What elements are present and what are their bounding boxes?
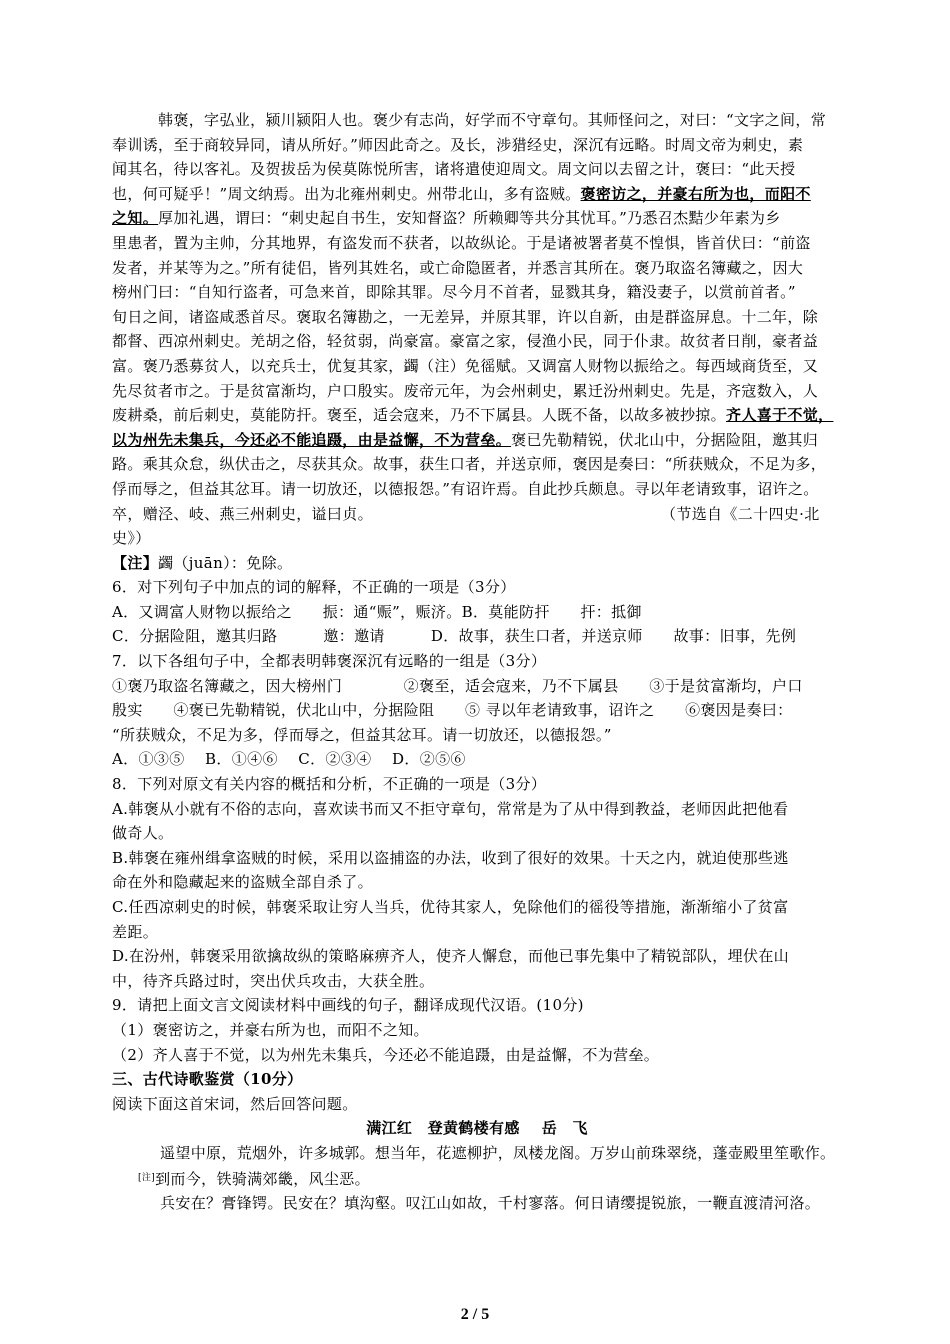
question-7-options: A．①③⑤ B．①④⑥ C．②③④ D．②⑤⑥ (112, 750, 466, 769)
current-page: 2 (460, 1306, 469, 1323)
poem-note-marker: [注] (138, 1172, 156, 1183)
poem-author: 岳 飞 (541, 1119, 588, 1138)
underlined-sentence-2-end: 以为州先未集兵，今还必不能追蹑，由是益懈，不为营垒。 (112, 430, 512, 449)
question-6: 6．对下列句子中加点的词的解释，不正确的一项是（3分） (112, 578, 516, 597)
question-7-items: “所获贼众，不足为多，俘而辱之，但益其忿耳。请一切放还，以德报怨。” (112, 725, 612, 744)
question-9-item-2: （2）齐人喜于不觉，以为州先未集兵，今还必不能追蹑，由是益懈，不为营垒。 (112, 1045, 660, 1064)
question-7-items: ①褒乃取盗名簿藏之，因大榜州门 ②褒至，适会寇来，乃不下属县 ③于是贫富渐均，户口 (112, 676, 803, 695)
total-pages: 5 (481, 1306, 490, 1323)
source-citation: （节选自《二十四史·北 (661, 504, 820, 523)
passage-line: 都督、西凉州刺史。羌胡之俗，轻贫弱，尚豪富。豪富之家，侵渔小民，同于仆隶。故贫者日削，豪者益 (112, 332, 819, 351)
page-separator: / (468, 1306, 482, 1323)
question-8-option-a: 做奇人。 (112, 824, 174, 843)
section-heading: 三、古代诗歌鉴赏（10分） (112, 1070, 303, 1089)
passage-line: 发者，并某等为之。”所有徒侣，皆列其姓名，或亡命隐匿者，并悉言其所在。褒乃取盗名簿藏之，因大 (112, 258, 804, 277)
passage-line: 俘而辱之，但益其忿耳。请一切放还，以德报怨。”有诏许焉。自此抄兵颇息。寻以年老请致事，诏许之。 (112, 479, 819, 498)
passage-line (112, 182, 842, 207)
poem-line: 遥望中原，荒烟外，许多城郭。想当年，花遮柳护，凤楼龙阁。万岁山前珠翠绕，蓬壶殿里笙歌作。 (160, 1143, 836, 1162)
page-number (0, 1306, 950, 1324)
passage-line: 先尽贫者市之。于是贫富渐均，户口殷实。废帝元年，为会州刺史，累迁汾州刺史。先是，齐寇数入，人 (112, 381, 819, 400)
poem-line: 兵安在？膏锋锷。民安在？填沟壑。叹江山如故，千村寥落。何日请缨提锐旅，一鞭直渡清河洛。 (160, 1194, 821, 1213)
passage-text: 废耕桑，前后刺史，莫能防扞。褒至，适会寇来，乃不下属县。人既不备，以故多被抄掠。 (112, 406, 727, 425)
question-6-options-cd: C．分据险阻，邀其归路 邀：邀请 D．故事，获生口者，并送京师 故事：旧事，先例 (112, 627, 797, 646)
passage-line: 榜州门曰：“自知行盗者，可急来首，即除其罪。尽今月不首者，显戮其身，籍没妻子，以赏前首者。” (112, 283, 796, 302)
question-8-option-d: 中，待齐兵路过时，突出伏兵攻击，大获全胜。 (112, 971, 435, 990)
passage-line (112, 502, 842, 527)
question-8-option-d: D.在汾州，韩褒采用欲擒故纵的策略麻痹齐人，使齐人懈怠，而他已事先集中了精锐部队，埋伏在山 (112, 947, 790, 966)
passage-line (112, 428, 842, 453)
passage-line: 闻其名，待以客礼。及贺拔岳为侯莫陈悦所害，诸将遣使迎周文。周文问以去留之计，褒曰：“此天授 (112, 160, 796, 179)
question-8-option-a: A.韩褒从小就有不俗的志向，喜欢读书而又不拒守章句，常常是为了从中得到教益，老师因此把他看 (112, 799, 789, 818)
underlined-sentence-1-end: 之知。 (112, 209, 159, 228)
passage-line: 富。褒乃悉募贫人，以充兵士，优复其家，蠲（注）免徭赋。又调富人财物以振给之。每西域商货至，又 (112, 356, 819, 375)
question-8: 8．下列对原文有关内容的概括和分析，不正确的一项是（3分） (112, 775, 547, 794)
document-page (112, 108, 842, 1216)
underlined-sentence-2: 齐人喜于不觉， (726, 406, 834, 425)
question-9: 9．请把上面文言文阅读材料中画线的句子，翻译成现代汉语。(10分) (112, 996, 584, 1015)
question-8-option-b: B.韩褒在雍州缉拿盗贼的时候，采用以盗捕盗的办法，收到了很好的效果。十天之内，就迫使那些逃 (112, 848, 789, 867)
passage-line: 里患者，置为主帅，分其地界，有盗发而不获者，以故纵论。于是诸被署者莫不惶惧，皆首伏曰：“前盗 (112, 233, 811, 252)
question-7: 7．以下各组句子中，全都表明韩褒深沉有远略的一组是（3分） (112, 652, 547, 671)
source-citation-end: 史》） (112, 529, 151, 548)
passage-text: 卒，赠泾、岐、燕三州刺史，谥曰贞。 (112, 504, 373, 523)
annotation-label: 【注】 (112, 553, 159, 572)
annotation (112, 551, 842, 576)
question-9-item-1: （1）褒密访之，并豪右所为也，而阳不之知。 (112, 1020, 429, 1039)
question-6-options-ab: A．又调富人财物以振给之 振：通“赈”，赈济。B．莫能防扞 扞：抵御 (112, 602, 642, 621)
passage-text: 厚加礼遇，谓曰：“刺史起自书生，安知督盗？所赖卿等共分其忧耳。”乃悉召杰黠少年素为乡 (158, 209, 781, 228)
poem-line (112, 1166, 842, 1192)
poem-title-row (112, 1116, 842, 1141)
passage-text: 褒已先勒精锐，伏北山中，分据险阻，邀其归 (511, 430, 819, 449)
passage-line: 路。乘其众怠，纵伏击之，尽获其众。故事，获生口者，并送京师，褒因是奏曰：“所获贼众，不足为多， (112, 455, 827, 474)
poem-title: 满江红 登黄鹤楼有感 (366, 1119, 520, 1138)
question-8-option-c: C.任西凉刺史的时候，韩褒采取让穷人当兵，优待其家人，免除他们的徭役等措施，渐渐缩小了贫富 (112, 898, 789, 916)
passage-line (112, 403, 842, 428)
section-instruction: 阅读下面这首宋词，然后回答问题。 (112, 1094, 358, 1113)
passage-line (112, 206, 842, 231)
question-8-option-c: 差距。 (112, 922, 159, 941)
poem-text: 到而今，铁骑满郊畿，风尘恶。 (155, 1169, 370, 1188)
question-8-option-b: 命在外和隐藏起来的盗贼全部自杀了。 (112, 873, 373, 892)
annotation-text: 蠲（juān）：免除。 (158, 553, 293, 572)
question-7-items: 殷实 ④褒已先勒精锐，伏北山中，分据险阻 ⑤ 寻以年老请致事，诏许之 ⑥褒因是奏曰： (112, 701, 793, 720)
passage-line: 旬日之间，诸盗咸悉首尽。褒取名簿勘之，一无差异，并原其罪，许以自新，由是群盗屏息。十二年，除 (112, 307, 819, 326)
underlined-sentence-1: 褒密访之，并豪右所为也，而阳不 (580, 184, 811, 203)
passage-text: 也，何可疑乎！”周文纳焉。出为北雍州刺史。州带北山，多有盗贼。 (112, 184, 581, 203)
passage-line: 奉训诱，至于商较异同，请从所好。”师因此奇之。及长，涉猎经史，深沉有远略。时周文帝为刺史，素 (112, 135, 804, 154)
passage-line: 韩褒，字弘业，颍川颍阳人也。褒少有志尚，好学而不守章句。其师怪问之，对曰：“文字之间，常 (158, 111, 827, 129)
